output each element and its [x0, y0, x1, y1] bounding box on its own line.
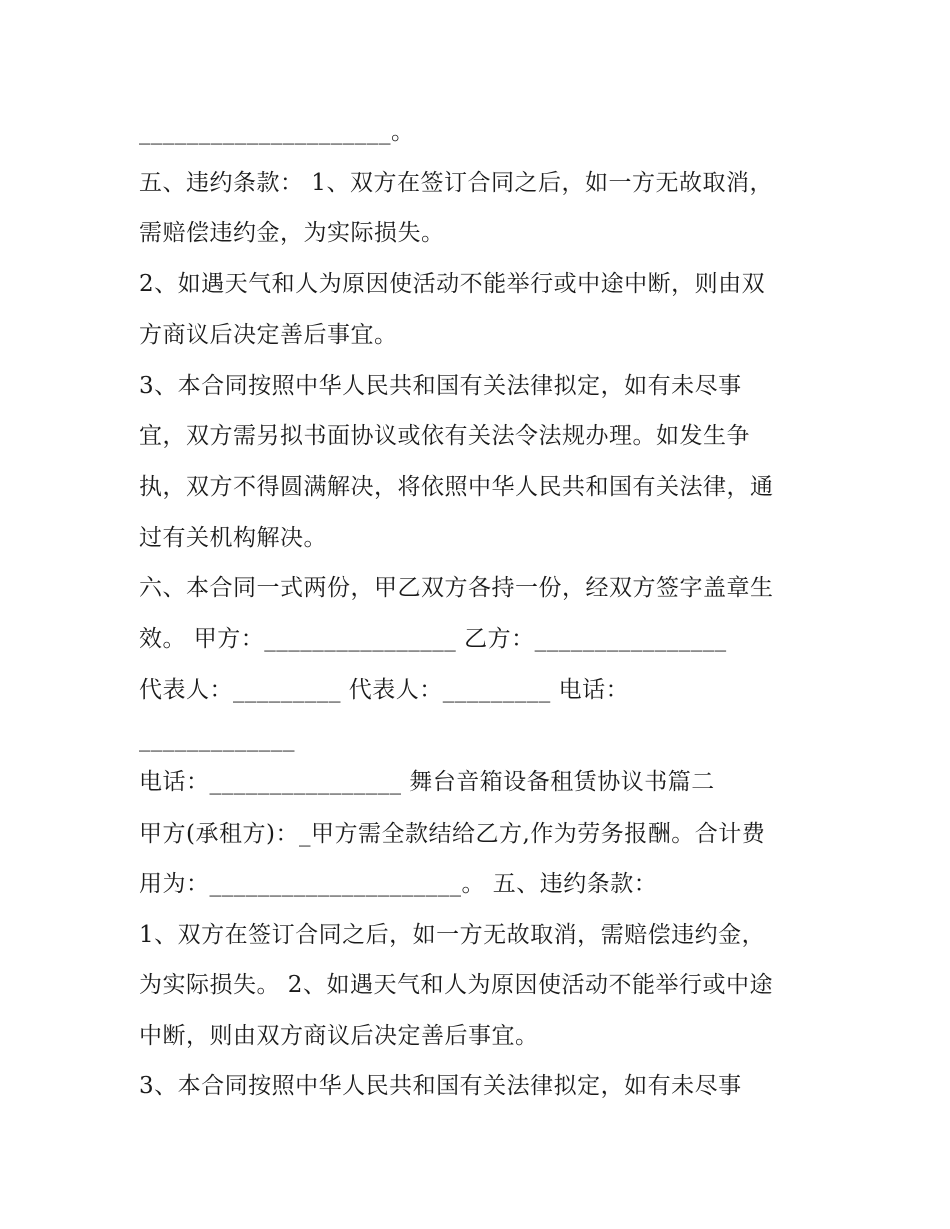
text-line: 3、本合同按照中华人民共和国有关法律拟定，如有未尽事: [139, 373, 742, 399]
text-line: 需赔偿违约金，为实际损失。: [139, 220, 445, 246]
text-line: 用为：_____________________。 五、违约条款：: [139, 871, 658, 897]
text-line: 为实际损失。 2、如遇天气和人为原因使活动不能举行或中途: [139, 972, 773, 998]
text-line: _____________: [139, 726, 295, 752]
text-line: 过有关机构解决。: [139, 525, 327, 551]
text-line: 代表人：_________ 代表人：_________ 电话：: [139, 677, 630, 703]
text-line: 电话：________________ 舞台音箱设备租赁协议书篇二: [139, 769, 715, 795]
text-line: 2、如遇天气和人为原因使活动不能举行或中途中断，则由双: [139, 271, 766, 297]
text-line: 宜，双方需另拟书面协议或依有关法令法规办理。如发生争: [139, 423, 750, 449]
text-line: 1、双方在签订合同之后，如一方无故取消，需赔偿违约金，: [139, 922, 766, 948]
text-line: _____________________。: [139, 119, 415, 145]
text-line: 执，双方不得圆满解决，将依照中华人民共和国有关法律，通: [139, 474, 774, 500]
text-line: 效。 甲方：________________ 乙方：________________: [139, 626, 727, 652]
text-line: 3、本合同按照中华人民共和国有关法律拟定，如有未尽事: [139, 1073, 742, 1099]
text-line: 中断，则由双方商议后决定善后事宜。: [139, 1023, 539, 1049]
text-line: 方商议后决定善后事宜。: [139, 322, 398, 348]
text-line: 六、本合同一式两份，甲乙双方各持一份，经双方签字盖章生: [139, 575, 774, 601]
text-line: 甲方(承租方)：_甲方需全款结给乙方,作为劳务报酬。合计费: [139, 821, 766, 847]
text-line: 五、违约条款： 1、双方在签订合同之后，如一方无故取消，: [139, 170, 773, 196]
